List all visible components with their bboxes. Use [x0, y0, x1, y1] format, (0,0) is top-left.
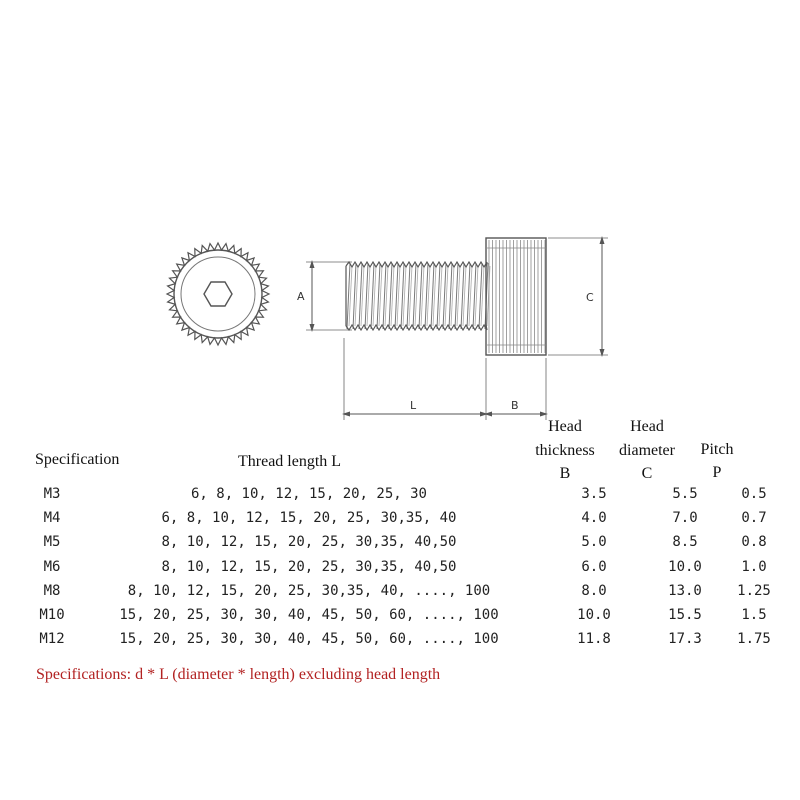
lengths-cell: 15, 20, 25, 30, 30, 40, 45, 50, 60, ...., 100	[119, 631, 499, 648]
pitch-cell: 1.5	[741, 607, 767, 624]
header-head-diameter-line2: diameter	[619, 442, 675, 459]
head-thickness-cell: 4.0	[581, 510, 607, 527]
size-cell: M4	[43, 510, 61, 527]
size-cell: M6	[43, 558, 61, 575]
header-head-diameter	[614, 415, 680, 485]
pitch-cell: 0.7	[741, 510, 767, 527]
head-thickness-cell: 5.0	[581, 534, 607, 551]
header-head-thickness	[528, 415, 602, 485]
side-view-screw	[346, 238, 546, 355]
header-pitch-line1: Pitch	[700, 441, 734, 458]
table-row	[30, 627, 782, 651]
header-head-thickness-line2: thickness	[535, 442, 595, 459]
end-view-head	[167, 243, 269, 345]
lengths-cell: 8, 10, 12, 15, 20, 25, 30,35, 40,50	[161, 558, 457, 575]
pitch-cell: 0.5	[741, 486, 767, 503]
header-head-thickness-line1: Head	[548, 418, 582, 435]
size-cell: M12	[39, 631, 65, 648]
table-row	[30, 482, 782, 506]
dim-label-l: L	[410, 399, 417, 412]
header-pitch-symbol: P	[712, 464, 722, 481]
table-row	[30, 579, 782, 603]
specification-note: Specifications: d * L (diameter * length) excluding head length	[36, 666, 441, 683]
lengths-cell: 8, 10, 12, 15, 20, 25, 30,35, 40, ...., 100	[127, 582, 491, 599]
lengths-cell: 6, 8, 10, 12, 15, 20, 25, 30,35, 40	[161, 510, 457, 527]
head-thickness-cell: 11.8	[577, 631, 611, 648]
header-thread-length: Thread length L	[238, 453, 342, 470]
lengths-cell: 15, 20, 25, 30, 30, 40, 45, 50, 60, ...., 100	[119, 607, 499, 624]
head-thickness-cell: 10.0	[577, 607, 611, 624]
hex-socket-icon	[204, 282, 232, 306]
head-thickness-cell: 3.5	[581, 486, 607, 503]
head-diameter-cell: 15.5	[668, 607, 702, 624]
lengths-cell: 8, 10, 12, 15, 20, 25, 30,35, 40,50	[161, 534, 457, 551]
size-cell: M5	[43, 534, 61, 551]
pitch-cell: 0.8	[741, 534, 767, 551]
head-thickness-cell: 8.0	[581, 582, 607, 599]
header-pitch	[694, 438, 740, 484]
size-cell: M8	[43, 582, 61, 599]
header-head-diameter-line1: Head	[630, 418, 664, 435]
pitch-cell: 1.0	[741, 558, 767, 575]
size-cell: M3	[43, 486, 61, 503]
header-head-diameter-symbol: C	[641, 465, 653, 482]
dim-label-a: A	[297, 290, 305, 303]
pitch-cell: 1.25	[737, 582, 771, 599]
table-row	[30, 506, 782, 530]
dimension-b	[488, 358, 546, 420]
pitch-cell: 1.75	[737, 631, 771, 648]
head-diameter-cell: 8.5	[672, 534, 698, 551]
head-diameter-cell: 7.0	[672, 510, 698, 527]
dimension-l	[344, 338, 486, 420]
head-diameter-cell: 5.5	[672, 486, 698, 503]
head-diameter-cell: 13.0	[668, 582, 702, 599]
table-row	[30, 603, 782, 627]
dim-label-b: B	[511, 399, 519, 412]
dimension-a	[297, 262, 352, 330]
header-specification: Specification	[35, 451, 120, 468]
table-row	[30, 530, 782, 554]
head-diameter-cell: 17.3	[668, 631, 702, 648]
dim-label-c: C	[586, 291, 594, 304]
header-head-thickness-symbol: B	[559, 465, 571, 482]
head-diameter-cell: 10.0	[668, 558, 702, 575]
size-cell: M10	[39, 607, 65, 624]
dimension-c	[548, 238, 608, 355]
head-thickness-cell: 6.0	[581, 558, 607, 575]
lengths-cell: 6, 8, 10, 12, 15, 20, 25, 30	[190, 486, 427, 503]
specification-table	[30, 482, 782, 651]
table-row	[30, 555, 782, 579]
